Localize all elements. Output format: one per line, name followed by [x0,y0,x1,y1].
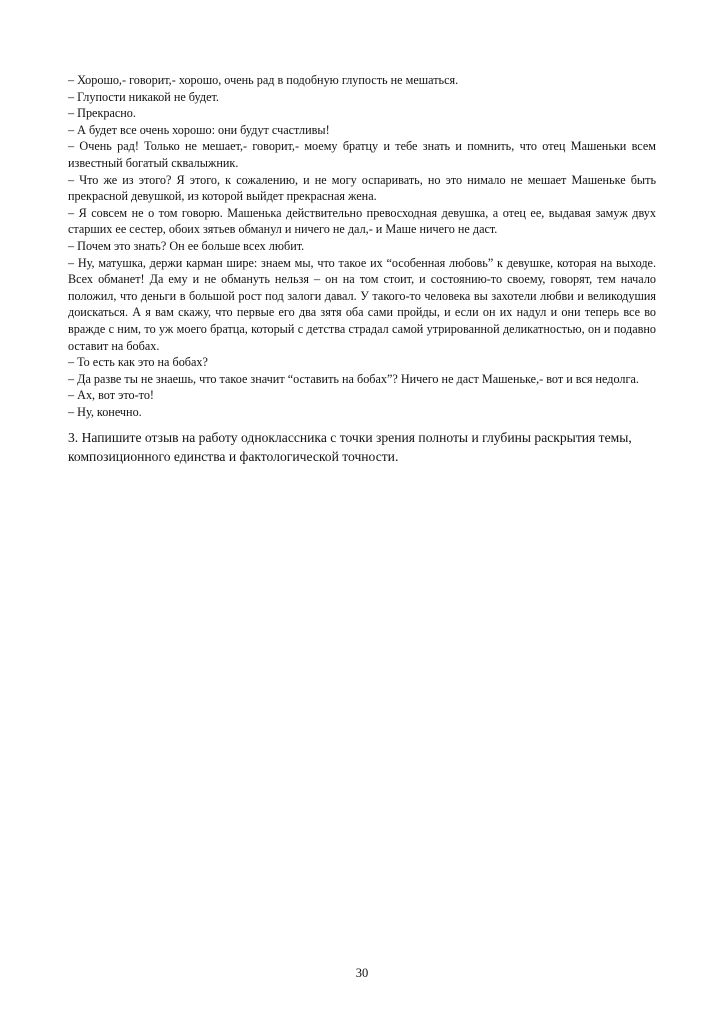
dialogue-line: – Ну, матушка, держи карман шире: знаем мы, что такое их “особенная любовь” к девушке, которая на выходе. Всех обманет! Да ему и не обмануть нельзя – он на том стоит, и состоянию-то своему, говорят, тем начало положил, что деньги в большой рост под залоги давал. У такого-то человека вы захотели любви и великодушия доискаться. А я вам скажу, что первые его два зятя оба сами пройды, и если он их надул и они теперь все во вражде с ним, то уж моего братца, который с детства страдал самой утрированной деликатностью, он и подавно оставит на бобах. [68,255,656,353]
dialogue-line: – То есть как это на бобах? [68,355,208,370]
dialogue-line: – Что же из этого? Я этого, к сожалению, и не могу оспаривать, но это нимало не мешает Машеньке быть прекрасной девушкой, из которой выйдет прекрасная жена. [68,172,656,204]
dialogue-line: – Я совсем не о том говорю. Машенька действительно превосходная девушка, а отец ее, выдавая замуж двух старших ее сестер, обоих зятьев обманул и ничего не дал,- и Маше ничего не даст. [68,205,656,237]
dialogue-line: – Очень рад! Только не мешает,- говорит,- моему братцу и тебе знать и помнить, что отец Машеньки всем известный богатый сквалыжник. [68,139,656,170]
dialogue-line: – Глупости никакой не будет. [68,89,219,104]
dialogue-line: – Ну, конечно. [68,404,142,419]
dialogue-line: – Прекрасно. [68,106,136,121]
dialogue-text [68,72,656,420]
dialogue-line: – А будет все очень хорошо: они будут счастливы! [68,122,330,137]
dialogue-line: – Ах, вот это-то! [68,388,154,403]
dialogue-line: – Почем это знать? Он ее больше всех любит. [68,238,305,253]
dialogue-line: – Да разве ты не знаешь, что такое значит “оставить на бобах”? Ничего не даст Машеньке,- вот и вся недолга. [68,371,639,386]
task-paragraph: 3. Напишите отзыв на работу одноклассника с точки зрения полноты и глубины раскрытия темы, композиционного единства и фактологической точности. [68,430,632,464]
page-number: 30 [355,966,369,980]
dialogue-line: – Хорошо,- говорит,- хорошо, очень рад в подобную глупость не мешаться. [68,73,459,87]
